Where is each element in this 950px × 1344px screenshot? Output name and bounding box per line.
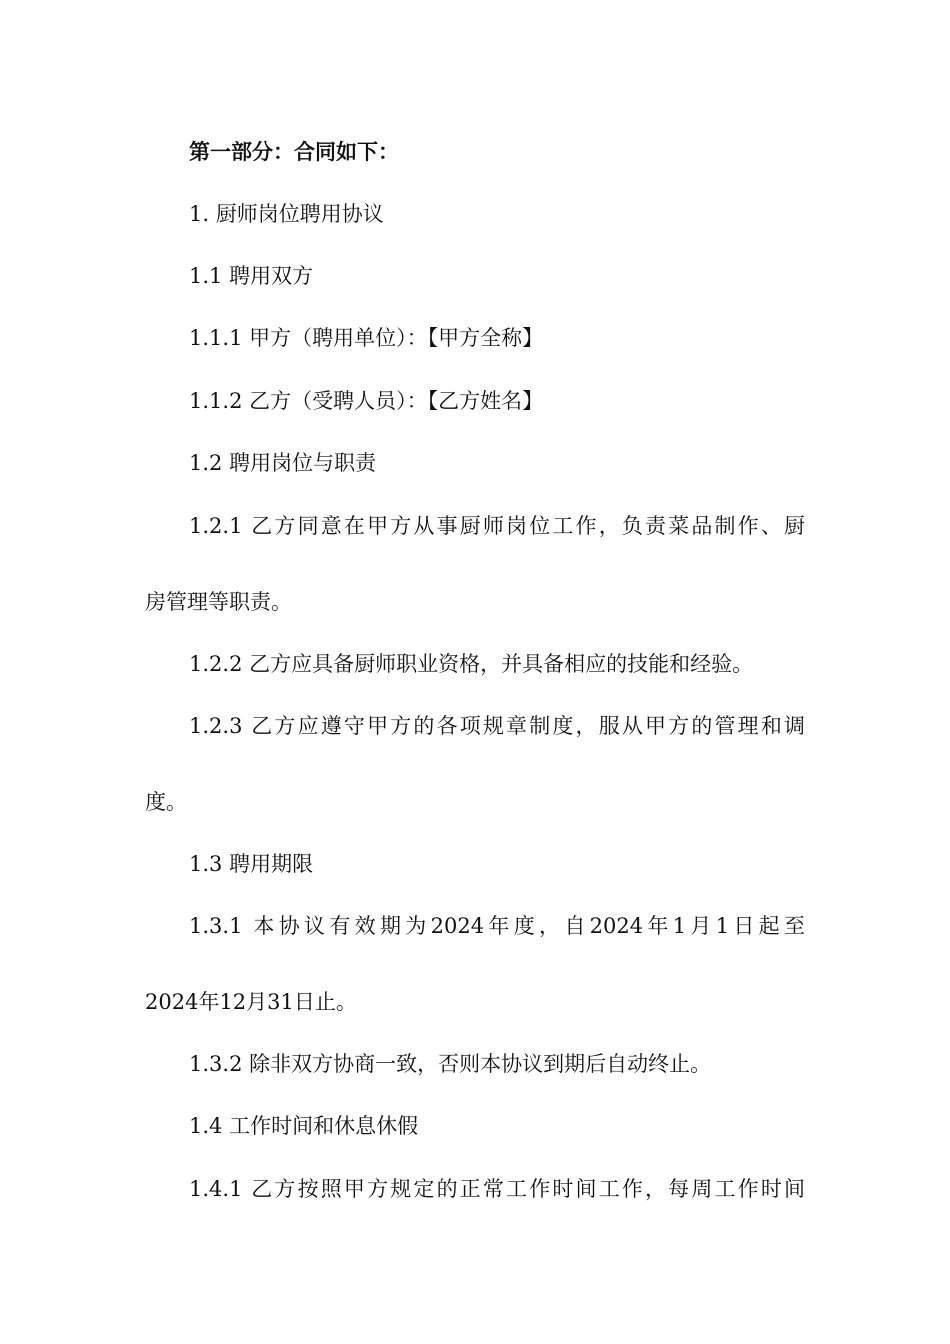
clause-1-3-2: 1.3.2 除非双方协商一致，否则本协议到期后自动终止。 — [189, 1052, 712, 1076]
clause-1-2-2: 1.2.2 乙方应具备厨师职业资格，并具备相应的技能和经验。 — [189, 652, 754, 676]
clause-1-3-1-line-2: 2024年12月31日止。 — [145, 990, 357, 1014]
clause-1-2-3-line-1: 1.2.3 乙方应遵守甲方的各项规章制度，服从甲方的管理和调 — [189, 714, 805, 738]
clause-1-3-1-line-1: 1.3.1 本协议有效期为2024年度，自2024年1月1日起至 — [189, 914, 805, 938]
clause-1-2-1-line-1: 1.2.1 乙方同意在甲方从事厨师岗位工作，负责菜品制作、厨 — [189, 514, 805, 538]
clause-1-3-title: 1.3 聘用期限 — [189, 852, 314, 876]
clause-1-2-3-line-2: 度。 — [145, 790, 187, 814]
clause-1-4-1-line-1: 1.4.1 乙方按照甲方规定的正常工作时间工作，每周工作时间 — [189, 1177, 805, 1201]
clause-1-1-title: 1.1 聘用双方 — [189, 264, 314, 288]
clause-1-4-title: 1.4 工作时间和休息休假 — [189, 1114, 419, 1138]
clause-1-1-1: 1.1.1 甲方（聘用单位）：【甲方全称】 — [189, 326, 544, 350]
section-heading: 第一部分：合同如下： — [189, 139, 399, 164]
clause-1-2-title: 1.2 聘用岗位与职责 — [189, 451, 377, 475]
clause-1-1-2: 1.1.2 乙方（受聘人员）：【乙方姓名】 — [189, 389, 544, 413]
clause-1-title: 1. 厨师岗位聘用协议 — [189, 202, 384, 226]
clause-1-2-1-line-2: 房管理等职责。 — [145, 590, 292, 614]
